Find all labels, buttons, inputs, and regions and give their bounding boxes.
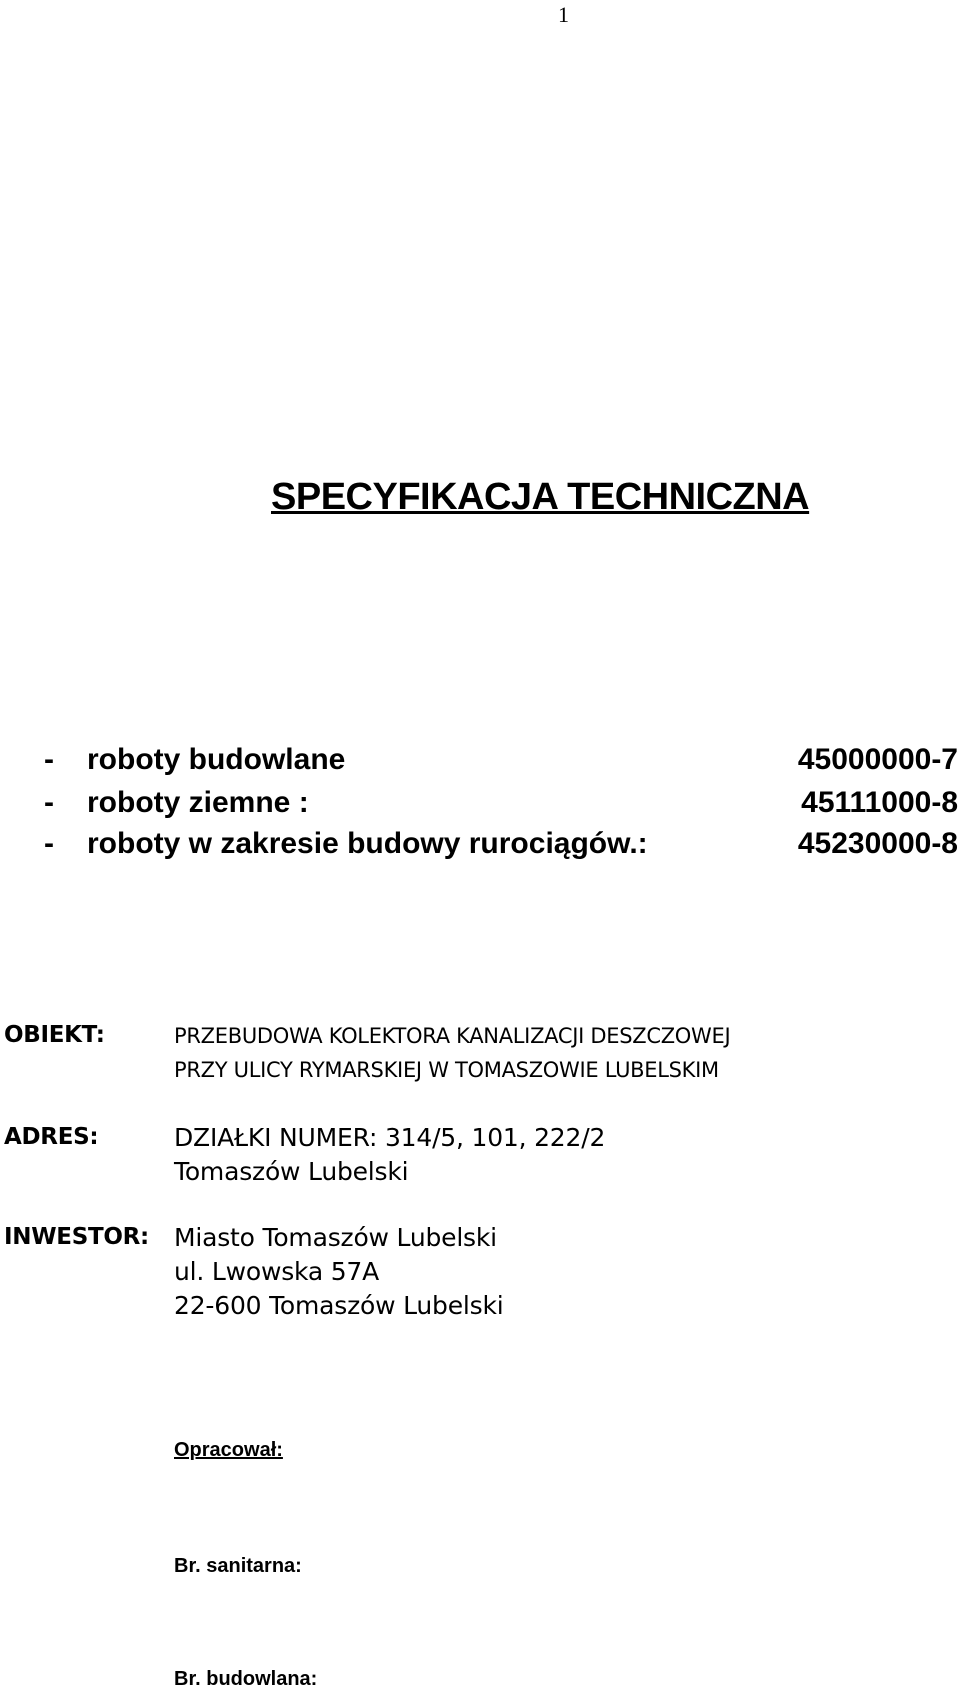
sanitary-branch-label: Br. sanitarna: xyxy=(174,1555,302,1577)
inwestor-label: INWESTOR: xyxy=(4,1224,149,1250)
cpv-dash: - xyxy=(44,827,54,860)
document-title: SPECYFIKACJA TECHNICZNA xyxy=(271,476,810,518)
cpv-item xyxy=(44,743,958,777)
adres-label: ADRES: xyxy=(4,1124,99,1150)
obiekt-label: OBIEKT: xyxy=(4,1022,105,1048)
construction-branch-label: Br. budowlana: xyxy=(174,1668,318,1690)
cpv-label: roboty ziemne : xyxy=(87,786,309,819)
inwestor-line: ul. Lwowska 57A xyxy=(174,1257,380,1286)
cpv-dash: - xyxy=(44,786,54,819)
cpv-dash: - xyxy=(44,743,54,776)
cpv-code: 45000000-7 xyxy=(797,743,958,776)
cpv-label: roboty w zakresie budowy rurociągów.: xyxy=(87,827,648,860)
cpv-code: 45230000-8 xyxy=(797,827,958,860)
page-number: 1 xyxy=(558,2,569,27)
prepared-by-label: Opracował: xyxy=(174,1439,283,1461)
adres-line: DZIAŁKI NUMER: 314/5, 101, 222/2 xyxy=(174,1123,606,1152)
cpv-item xyxy=(44,827,958,861)
obiekt-line: PRZEBUDOWA KOLEKTORA KANALIZACJI DESZCZOWEJ xyxy=(174,1024,731,1048)
adres-line: Tomaszów Lubelski xyxy=(174,1157,409,1186)
cpv-item xyxy=(44,786,958,820)
obiekt-line: PRZY ULICY RYMARSKIEJ W TOMASZOWIE LUBELSKIM xyxy=(174,1058,719,1082)
cpv-label: roboty budowlane xyxy=(87,743,346,776)
inwestor-line: 22-600 Tomaszów Lubelski xyxy=(174,1291,504,1320)
inwestor-line: Miasto Tomaszów Lubelski xyxy=(174,1223,497,1252)
cpv-code: 45111000-8 xyxy=(801,786,958,819)
